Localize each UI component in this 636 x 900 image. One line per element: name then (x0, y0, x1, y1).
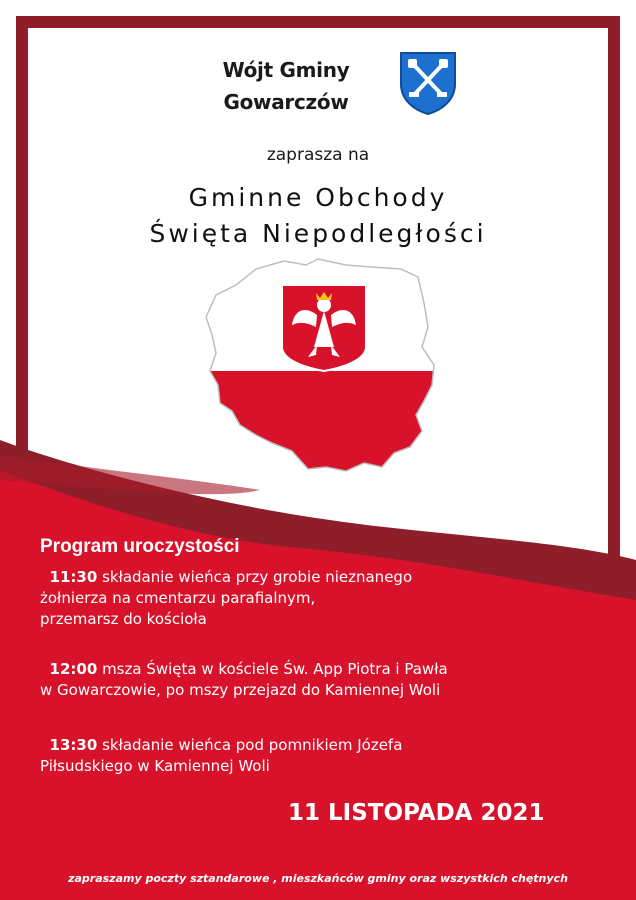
program-item-3-line-1: 13:30 składanie wieńca pod pomnikiem Józefa (49, 736, 403, 754)
program-item-1-line-3: przemarsz do kościoła (40, 610, 207, 628)
crossed-keys-shield-icon (397, 50, 459, 116)
program-item-3-time: 13:30 (49, 736, 98, 754)
event-date: 11 LISTOPADA 2021 (288, 800, 545, 826)
program-item-1-line-1: 11:30 składanie wieńca przy grobie nieznanego (49, 568, 413, 586)
program-item-2-line-1: 12:00 msza Święta w kościele Św. App Piotra i Pawła (49, 660, 448, 678)
program-item-2-line-2: w Gowarczowie, po mszy przejazd do Kamiennej Woli (40, 681, 441, 699)
white-eagle-emblem-icon (282, 285, 366, 371)
main-title-line-1: Gminne Obchody (188, 183, 448, 212)
program-item-1-time: 11:30 (49, 568, 98, 586)
program-item-2-time: 12:00 (49, 660, 98, 678)
main-title-line-2: Święta Niepodległości (149, 219, 487, 248)
invite-text: zaprasza na (266, 145, 370, 165)
program-item-2 (40, 659, 448, 701)
program-item-3-line-2: Piłsudskiego w Kamiennej Woli (40, 757, 270, 775)
program-item-3 (40, 735, 402, 777)
header-title (196, 54, 376, 118)
footer-invitation: zapraszamy poczty sztandarowe , mieszkańców gminy oraz wszystkich chętnych (68, 872, 568, 885)
header-line-2: Gowarczów (223, 90, 349, 114)
header-line-1: Wójt Gminy (222, 58, 350, 82)
program-heading: Program uroczystości (40, 536, 240, 557)
program-item-1-line-2: żołnierza na cmentarzu parafialnym, (40, 589, 316, 607)
program-item-1 (40, 567, 412, 630)
main-title (0, 180, 636, 252)
poland-map-flag-icon (196, 255, 442, 485)
